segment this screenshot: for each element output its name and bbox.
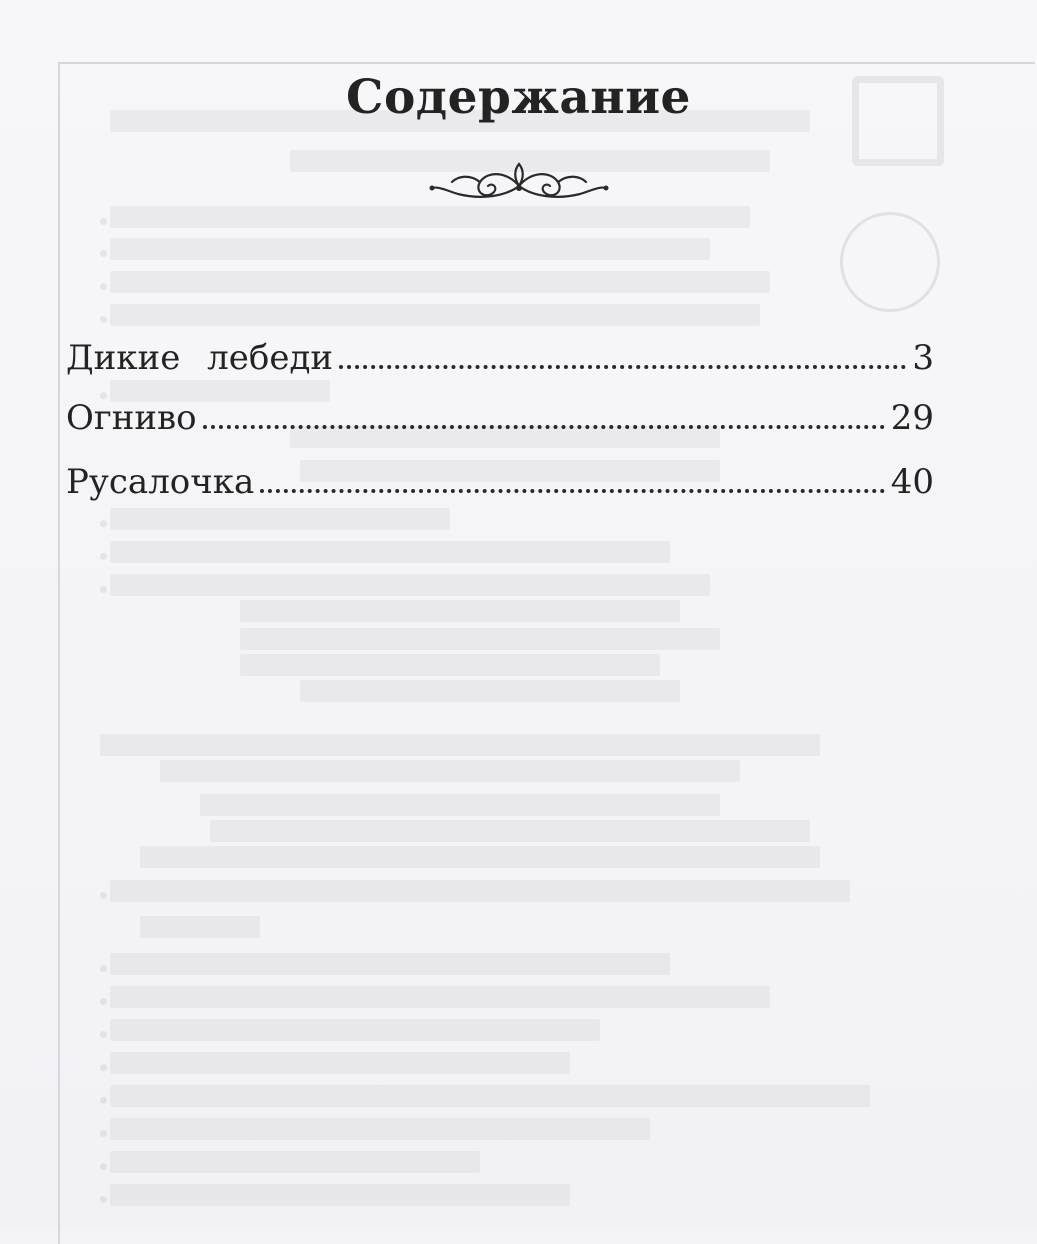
toc-leader-dots [203,425,885,429]
toc-entry-title: Дикие лебеди [66,338,334,378]
toc-entry[interactable] [66,330,934,378]
toc-leader-dots [260,489,884,493]
contents-heading: Содержание [346,70,691,125]
toc-entry-page: 29 [890,398,934,438]
toc-entry-page: 40 [890,462,934,502]
toc-entry[interactable] [66,390,934,438]
toc-entry-title: Русалочка [66,462,255,502]
toc-leader-dots [339,365,906,369]
toc-entry-title: Огниво [66,398,197,438]
flourish-ornament-icon [428,160,610,212]
toc-entry-page: 3 [912,338,934,378]
toc-entry[interactable] [66,454,934,502]
